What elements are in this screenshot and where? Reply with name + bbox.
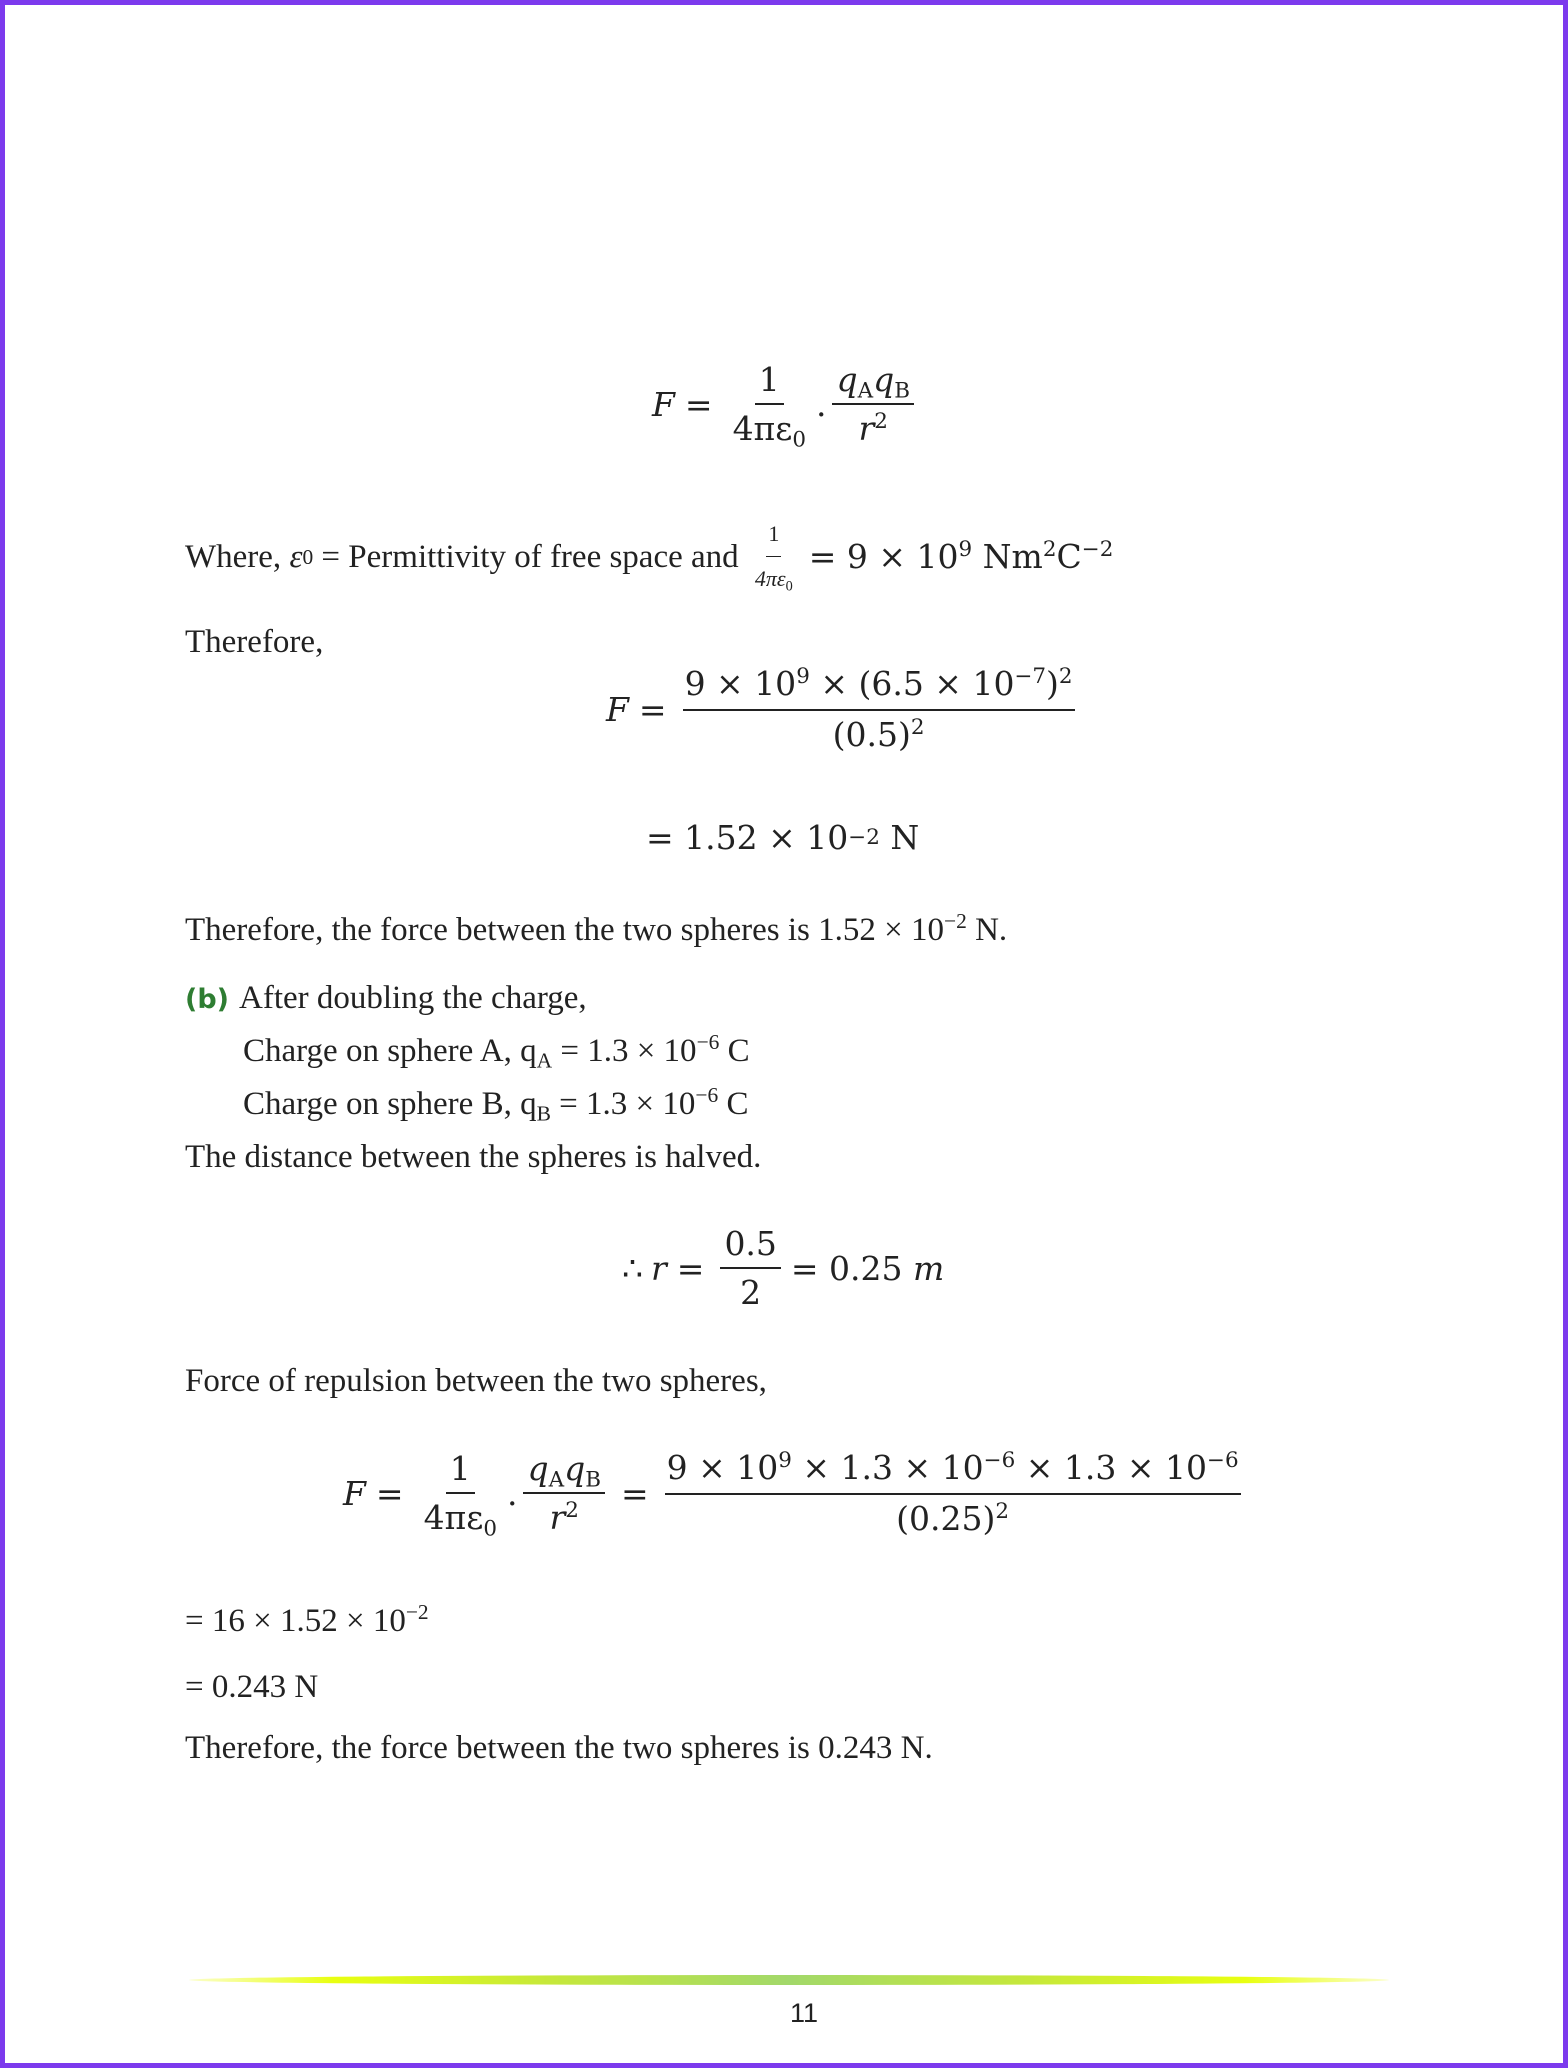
fraction-charges (523, 1449, 605, 1537)
t: = 1.3 × 10 (552, 1033, 697, 1069)
sup: 2 (1058, 664, 1073, 690)
sub: 0 (483, 1516, 497, 1542)
t: (0.5) (832, 715, 911, 754)
coulomb-formula (652, 360, 920, 453)
t: = 1.3 × 10 (550, 1086, 696, 1122)
t: = 16 × 1.52 × 10 (185, 1603, 406, 1639)
text: Where, (185, 538, 282, 575)
t: × (6.5 × 10 (809, 664, 1015, 703)
force-calculation (606, 664, 1081, 754)
sup: −2 (405, 1600, 429, 1625)
q: q (527, 1449, 549, 1488)
charge-b-line (243, 1084, 748, 1124)
numerator (523, 1449, 605, 1494)
denominator (546, 1494, 583, 1537)
numerator (665, 1448, 1241, 1495)
t: = 1.52 × 10 (646, 818, 849, 857)
sup: −2 (944, 909, 967, 934)
unit: Nm (972, 536, 1043, 576)
equals: = (638, 689, 667, 729)
sub: 0 (792, 427, 806, 453)
sub: B (536, 1101, 551, 1126)
t: Therefore, the force between the two spheres is 1.52 × 10 (185, 912, 944, 948)
q: q (873, 360, 895, 399)
repulsion-line: Force of repulsion between the two spheres, (185, 1363, 767, 1399)
t: (0.25) (896, 1499, 996, 1538)
sub: A (536, 1048, 553, 1073)
sup: −6 (696, 1030, 720, 1055)
t: 9 × 10 (666, 1448, 779, 1487)
part-b-heading (185, 978, 587, 1020)
q: q (564, 1449, 586, 1488)
where-line: Where, ε 0 = Permittivity of free space and $\frac{1}{4\pi\varepsilon_0}$ = $9 \times 10^9$ $Nm^2C^{-2}$ (185, 514, 1113, 599)
sup: 2 (874, 409, 888, 435)
force-symbol: F (343, 1473, 366, 1513)
sup: −6 (1206, 1448, 1239, 1474)
numerator (683, 664, 1075, 711)
sup: 9 (958, 536, 973, 562)
t: N. (966, 912, 1008, 948)
unit: m (913, 1248, 945, 1288)
r: r (858, 409, 875, 448)
numerator (832, 360, 914, 405)
sup: 2 (1042, 536, 1057, 562)
sub: 0 (785, 578, 793, 595)
charge-a-line (243, 1031, 750, 1071)
force-result: = 1.52 × 10 −2 N (646, 818, 920, 857)
unit: C (719, 1033, 750, 1069)
r: r (651, 1248, 667, 1288)
dot: . (815, 384, 827, 424)
sup: 9 (796, 664, 810, 690)
numerator: 1 (446, 1449, 475, 1494)
denominator (729, 405, 810, 453)
sup: −2 (1081, 536, 1114, 562)
text: = Permittivity of free space and (313, 538, 747, 575)
part-label: (b) (185, 984, 230, 1015)
fraction-constant (420, 1449, 501, 1542)
fraction-constant (729, 360, 810, 453)
constant-value (809, 537, 1114, 577)
dot: . (506, 1473, 518, 1513)
numerator: 1 (766, 514, 781, 557)
equals: = (684, 384, 713, 424)
conclusion-a (185, 910, 1007, 950)
q: q (836, 360, 858, 399)
fraction (720, 1224, 780, 1312)
fraction (683, 664, 1075, 754)
t: ) (1046, 664, 1059, 703)
t: × 1.3 × 10 (791, 1448, 984, 1487)
small-fraction (753, 514, 795, 599)
equals: = (375, 1473, 404, 1513)
t: Charge on sphere A, q (243, 1033, 537, 1069)
t: 9 × 10 (684, 664, 797, 703)
t: Charge on sphere B, q (243, 1086, 537, 1122)
sup: −7 (1014, 664, 1047, 690)
denominator (892, 1495, 1013, 1538)
denominator (420, 1494, 501, 1542)
denominator: 2 (740, 1273, 762, 1312)
r: r (549, 1498, 566, 1537)
step-1 (185, 1601, 429, 1641)
text: = 9 × 10 (808, 536, 959, 576)
new-force-calculation (343, 1448, 1247, 1542)
denominator (753, 557, 795, 599)
therefore-symbol: ∴ (622, 1248, 643, 1288)
page-number: 11 (789, 1998, 819, 2028)
sub: A (548, 1467, 565, 1493)
denominator (829, 711, 929, 754)
t: After doubling the charge, (239, 980, 587, 1016)
equals: = (676, 1248, 705, 1288)
sup: 9 (778, 1448, 792, 1474)
denominator (855, 405, 892, 448)
force-symbol: F (652, 384, 675, 424)
t: × 1.3 × 10 (1015, 1448, 1207, 1487)
numerator: 1 (755, 360, 784, 405)
footer-divider (189, 1975, 1389, 1985)
distance-calculation (622, 1224, 944, 1312)
sup: −6 (695, 1083, 719, 1108)
t: = 0.25 (790, 1248, 903, 1288)
t: 4πε (423, 1498, 484, 1537)
unit: N (879, 818, 920, 857)
numerator: 0.5 (720, 1224, 780, 1269)
unit: C (718, 1086, 749, 1122)
force-symbol: F (606, 689, 629, 729)
fraction-values (665, 1448, 1241, 1538)
sub: B (894, 378, 910, 404)
conclusion-b: Therefore, the force between the two spheres is 0.243 N. (185, 1730, 933, 1766)
unit: C (1056, 536, 1082, 576)
den: 4πε (754, 566, 786, 591)
sup: 2 (910, 715, 925, 741)
sup: 2 (995, 1499, 1010, 1525)
den-text: 4πε (732, 409, 793, 448)
equals: = (620, 1473, 649, 1513)
sub: A (857, 378, 874, 404)
step-2: = 0.243 N (185, 1669, 319, 1705)
fraction-charges (832, 360, 914, 448)
epsilon: ε (289, 538, 303, 575)
distance-line: The distance between the spheres is halved. (185, 1139, 762, 1175)
sub: B (585, 1467, 601, 1493)
sup: 2 (565, 1498, 579, 1524)
therefore-label: Therefore, (185, 624, 324, 660)
sup: −6 (983, 1448, 1016, 1474)
